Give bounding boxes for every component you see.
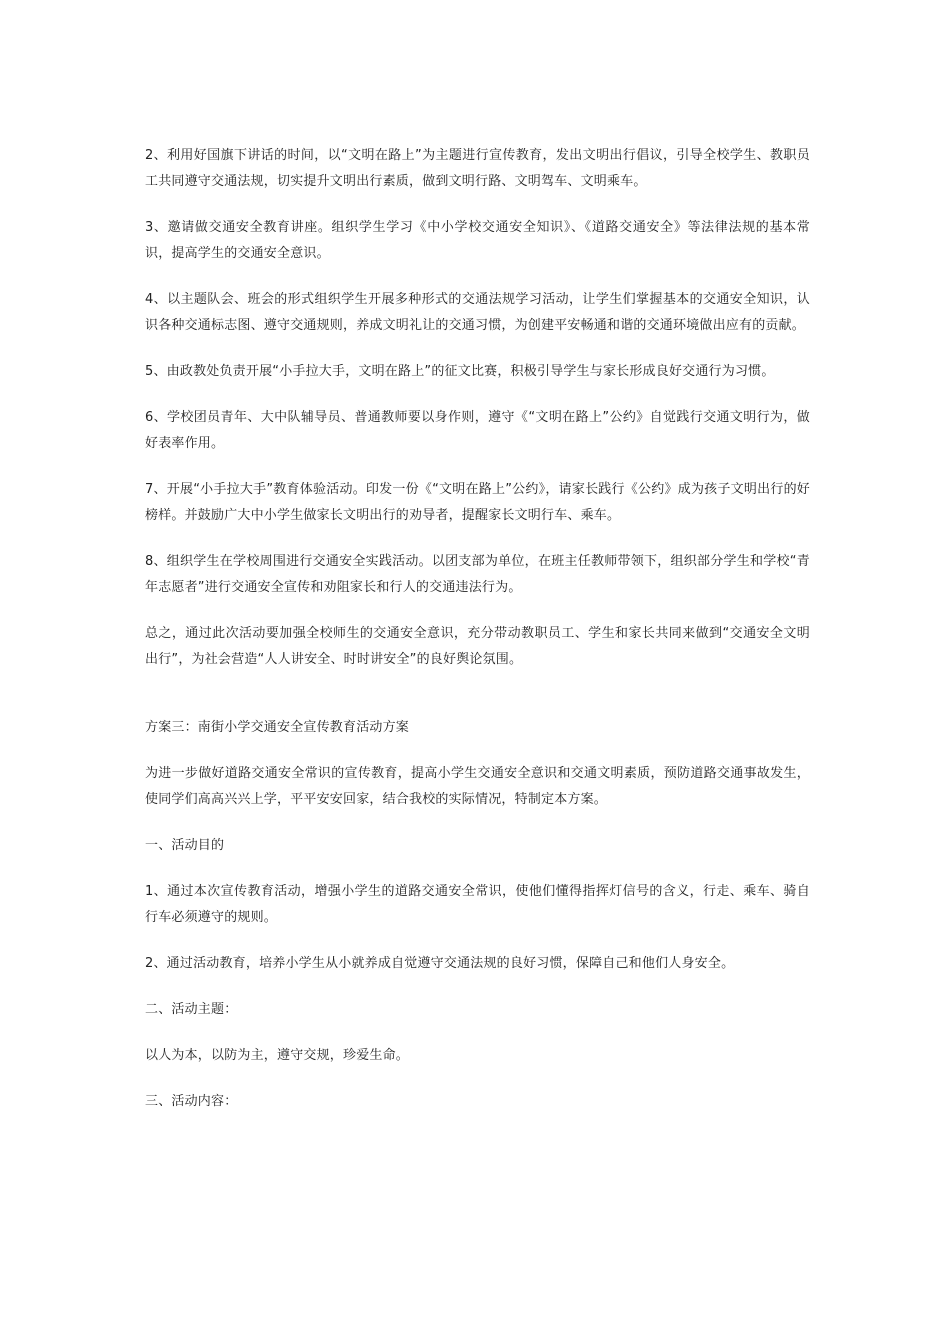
paragraph-item-3: 3、邀请做交通安全教育讲座。组织学生学习《中小学校交通安全知识》、《道路交通安全》等法律法规的基本常识，提高学生的交通安全意识。 xyxy=(145,220,810,261)
paragraph-item-2: 2、利用好国旗下讲话的时间，以“文明在路上”为主题进行宣传教育，发出文明出行倡议，引导全校学生、教职员工共同遵守交通法规，切实提升文明出行素质，做到文明行路、文明驾车、文明乘车。 xyxy=(145,148,810,189)
paragraph-item-7: 7、开展“小手拉大手”教育体验活动。印发一份《“文明在路上”公约》，请家长践行《公约》成为孩子文明出行的好榜样。并鼓励广大中小学生做家长文明出行的劝导者，提醒家长文明行车、乘车。 xyxy=(145,482,810,523)
paragraph-item-4: 4、以主题队会、班会的形式组织学生开展多种形式的交通法规学习活动，让学生们掌握基本的交通安全知识，认识各种交通标志图、遵守交通规则，养成文明礼让的交通习惯，为创建平安畅通和谐的交通环境做出应有的贡献。 xyxy=(145,292,810,333)
paragraph-item-8: 8、组织学生在学校周围进行交通安全实践活动。以团支部为单位，在班主任教师带领下，组织部分学生和学校“青年志愿者”进行交通安全宣传和劝阻家长和行人的交通违法行为。 xyxy=(145,554,810,595)
heading-activity-purpose: 一、活动目的 xyxy=(145,838,225,853)
heading-activity-content: 三、活动内容： xyxy=(145,1094,238,1109)
section-title: 方案三：南街小学交通安全宣传教育活动方案 xyxy=(145,720,410,735)
heading-activity-theme: 二、活动主题： xyxy=(145,1002,238,1017)
paragraph-purpose-1: 1、通过本次宣传教育活动，增强小学生的道路交通安全常识，使他们懂得指挥灯信号的含义，行走、乘车、骑自行车必须遵守的规则。 xyxy=(145,884,810,925)
paragraph-item-5: 5、由政教处负责开展“小手拉大手，文明在路上”的征文比赛，积极引导学生与家长形成良好交通行为习惯。 xyxy=(145,364,775,379)
section-spacer xyxy=(145,693,810,715)
paragraph-intro: 为进一步做好道路交通安全常识的宣传教育，提高小学生交通安全意识和交通文明素质，预防道路交通事故发生，使同学们高高兴兴上学，平平安安回家，结合我校的实际情况，特制定本方案。 xyxy=(145,766,810,807)
paragraph-purpose-2: 2、通过活动教育，培养小学生从小就养成自觉遵守交通法规的良好习惯，保障自己和他们人身安全。 xyxy=(145,956,735,971)
document-body xyxy=(145,143,810,1135)
paragraph-summary: 总之，通过此次活动要加强全校师生的交通安全意识，充分带动教职员工、学生和家长共同来做到“交通安全文明出行”，为社会营造“人人讲安全、时时讲安全”的良好舆论氛围。 xyxy=(145,626,810,667)
paragraph-item-6: 6、学校团员青年、大中队辅导员、普通教师要以身作则，遵守《“文明在路上”公约》自觉践行交通文明行为，做好表率作用。 xyxy=(145,410,810,451)
paragraph-theme: 以人为本，以防为主，遵守交规，珍爱生命。 xyxy=(145,1048,410,1063)
